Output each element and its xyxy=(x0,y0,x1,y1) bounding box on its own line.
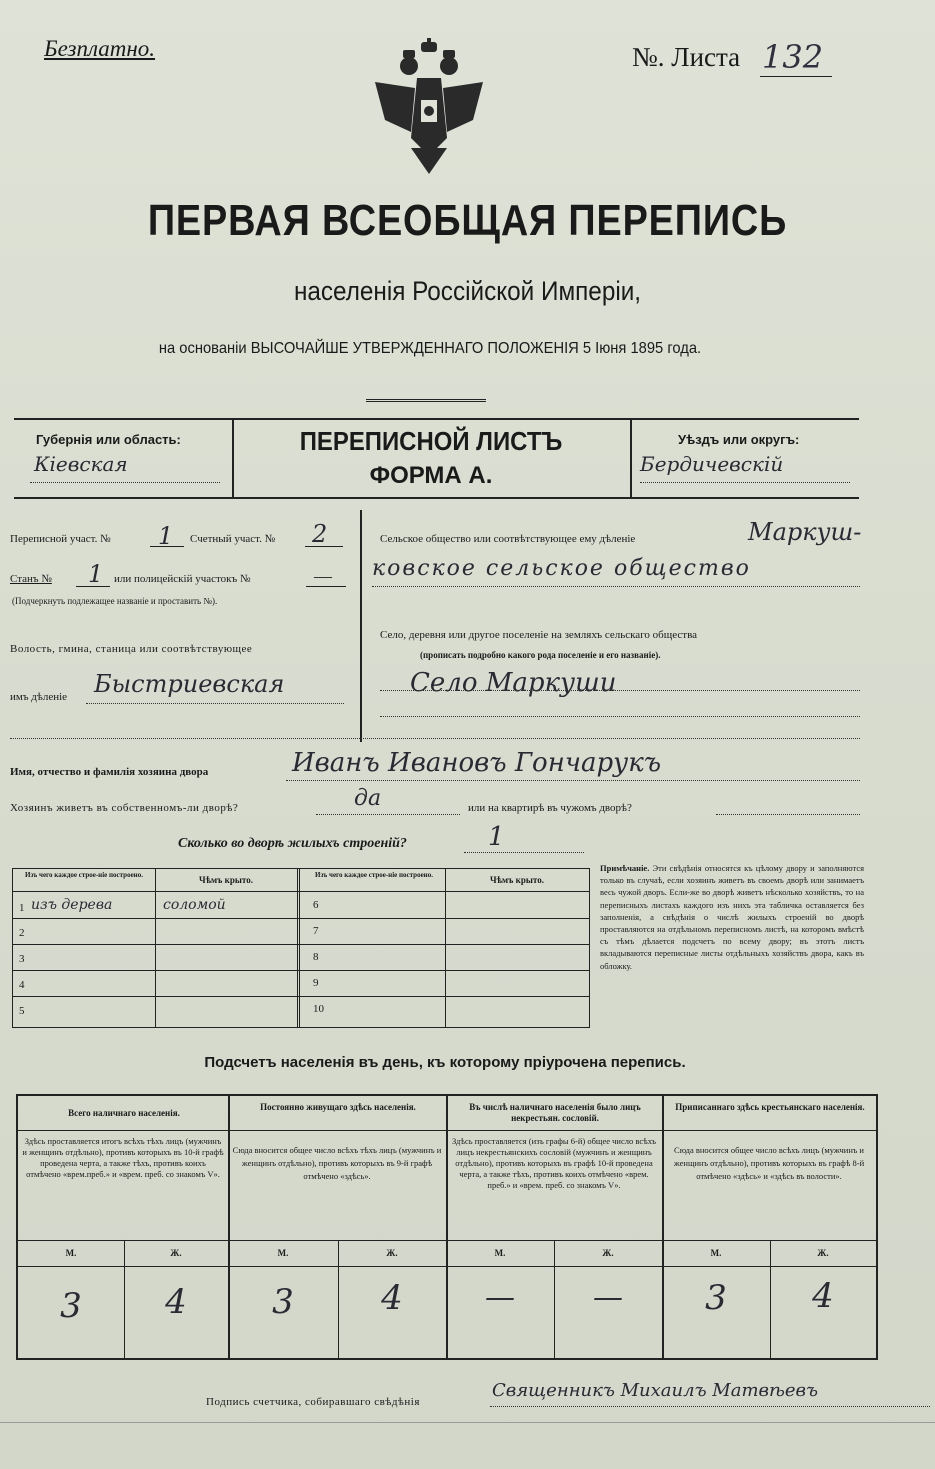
table-row: 9 xyxy=(313,977,319,989)
owner-name-value: Иванъ Ивановъ Гончарукъ xyxy=(292,748,662,778)
table-row: 8 xyxy=(313,951,319,963)
subtitle: населенія Россійской Имперіи, xyxy=(293,276,642,306)
m-label: М. xyxy=(494,1248,506,1258)
rent-label: или на квартирѣ въ чужомъ дворѣ? xyxy=(468,802,632,814)
population-count-table xyxy=(16,1094,878,1360)
double-headed-eagle-icon xyxy=(365,38,493,178)
buildings-table xyxy=(12,868,590,1028)
nonpeasant-m-value: — xyxy=(485,1280,515,1315)
underline-note: (Подчеркнуть подлежащее названіе и проставить №). xyxy=(12,596,218,606)
group-head-nonpeasant: Въ числѣ наличнаго населенія было лицъ некрестьян. сословій. xyxy=(469,1102,641,1123)
society-value-1: Маркуш- xyxy=(748,518,862,546)
group-head-total: Всего наличнаго населенія. xyxy=(68,1108,180,1118)
signature-label: Подпись счетчика, собиравшаго свѣдѣнія xyxy=(206,1396,420,1408)
ornament-divider xyxy=(366,399,486,402)
zh-label: Ж. xyxy=(170,1248,182,1258)
police-value: — xyxy=(314,566,332,586)
buildings-count-label: Сколько во дворѣ жилыхъ строеній? xyxy=(178,836,407,851)
m-label: М. xyxy=(277,1248,289,1258)
volost-label-2: имъ дѣленіе xyxy=(10,691,68,703)
buildings-count-value: 1 xyxy=(488,822,505,852)
own-yard-value: да xyxy=(354,786,382,811)
zh-label: Ж. xyxy=(817,1248,829,1258)
col-roof-header-right: Чѣмъ крыто. xyxy=(490,875,544,885)
group-desc-peasant: Сюда вносится общее число всѣхъ лицъ (мужчинъ и женщинъ отдѣльно), противъ которыхъ въ графѣ 8-й отмѣчено «здѣсь» и «здѣсь въ волости». xyxy=(673,1145,865,1181)
society-value-2: ковское сельское общество xyxy=(372,556,751,581)
note-block xyxy=(600,862,864,972)
group-desc-permanent: Сюда вносится общее число всѣхъ тѣхъ лицъ (мужчинъ и женщинъ отдѣльно), противъ которыхъ въ 9-й графѣ отмѣчено «здѣсь». xyxy=(232,1145,442,1181)
own-yard-label: Хозяинъ живетъ въ собственномъ-ли дворѣ? xyxy=(10,802,239,814)
form-title: ПЕРЕПИСНОЙ ЛИСТЪ xyxy=(299,426,563,456)
gubernia-value: Кіевская xyxy=(34,452,128,476)
permanent-m-value: 3 xyxy=(272,1282,294,1322)
schet-uch-value: 2 xyxy=(312,520,328,548)
police-label: или полицейскій участокъ № xyxy=(114,573,251,585)
volost-value: Быстриевская xyxy=(94,670,285,698)
zh-label: Ж. xyxy=(386,1248,398,1258)
group-head-peasant: Приписаннаго здѣсь крестьянскаго населенія. xyxy=(675,1102,865,1112)
village-note: (прописать подробно какого рода поселеніе и его названіе). xyxy=(420,650,661,660)
m-label: М. xyxy=(65,1248,77,1258)
col-material-header-right: Изъ чего каждое строе-ніе построено. xyxy=(315,871,433,879)
permanent-zh-value: 4 xyxy=(381,1278,403,1318)
zh-label: Ж. xyxy=(602,1248,614,1258)
sheet-number-label: №. Листа xyxy=(632,42,741,72)
table-row: 5 xyxy=(19,1005,25,1017)
table-row: 6 xyxy=(313,899,319,911)
roof-cell: соломой xyxy=(163,897,226,913)
total-zh-value: 4 xyxy=(165,1282,187,1322)
total-m-value: 3 xyxy=(60,1286,82,1326)
main-title: ПЕРВАЯ ВСЕОБЩАЯ ПЕРЕПИСЬ xyxy=(147,196,788,245)
uezd-label: Уѣздъ или округъ: xyxy=(678,432,800,447)
gubernia-label: Губернія или область: xyxy=(36,432,181,447)
group-head-permanent: Постоянно живущаго здѣсь населенія. xyxy=(260,1102,416,1112)
count-title: Подсчетъ населенія въ день, къ которому пріурочена перепись. xyxy=(204,1054,686,1071)
sheet-number-value: 132 xyxy=(762,38,824,76)
stan-label: Станъ № xyxy=(10,573,52,585)
table-row: 1 xyxy=(19,902,25,914)
basis-line: на основаніи ВЫСОЧАЙШЕ УТВЕРЖДЕННАГО ПОЛОЖЕНІЯ 5 Іюня 1895 года. xyxy=(158,340,702,357)
society-label: Сельское общество или соотвѣтствующее ему дѣленіе xyxy=(380,533,636,545)
table-row: 4 xyxy=(19,979,25,991)
form-subtitle: ФОРМА А. xyxy=(369,462,493,489)
village-value: Село Маркуши xyxy=(410,668,617,698)
col-material-header-left: Изъ чего каждое строе-ніе построено. xyxy=(25,871,143,879)
village-label: Село, деревня или другое поселеніе на земляхъ сельскаго общества xyxy=(380,629,698,641)
perepis-uch-label: Переписной участ. № xyxy=(10,533,111,545)
table-row: 3 xyxy=(19,953,25,965)
note-text: Эти свѣдѣнія относятся къ цѣлому двору и заполняются только въ случаѣ, если хозяинъ живетъ въ своемъ дворѣ или занимаетъ весь чужой дворъ. Если-же во дворѣ живетъ нѣсколько хозяйствъ, то на переписныхъ листахъ каждого изъ нихъ эта табличка оставляется без заполненія, а свѣдѣнія о числѣ жилыхъ строеній во дворѣ проставляются на отдѣльномъ переписномъ листѣ, на которомъ вмѣстѣ съ тѣмъ дѣлается подсчетъ по всему двору; въ этотъ листъ вкладываются переписные листы отдѣльныхъ хозяйствъ двора, какъ въ обложку. xyxy=(600,863,865,971)
schet-uch-label: Счетный участ. № xyxy=(190,533,276,545)
nonpeasant-zh-value: — xyxy=(593,1280,623,1315)
volost-label-1: Волость, гмина, станица или соотвѣтствующее xyxy=(10,643,253,655)
free-label: Безплатно. xyxy=(44,36,156,61)
material-cell: изъ дерева xyxy=(31,897,113,913)
table-row: 10 xyxy=(313,1003,324,1015)
perepis-uch-value: 1 xyxy=(158,522,174,550)
table-row: 2 xyxy=(19,927,25,939)
table-row: 7 xyxy=(313,925,319,937)
col-roof-header-left: Чѣмъ крыто. xyxy=(199,875,253,885)
note-head: Примѣчаніе. xyxy=(600,863,650,873)
uezd-value: Бердичевскій xyxy=(640,452,784,476)
group-desc-nonpeasant: Здѣсь проставляется (изъ графы 6-й) общее число всѣхъ лицъ некрестьянскихъ сословій (мужчинъ и женщинъ отдѣльно), противъ которыхъ въ графѣ 10-й проведена черта, а также тѣхъ, противъ коихъ отмѣчено «врем. преб.» и «врем. преб. со знакомъ V». xyxy=(451,1136,657,1190)
owner-name-label: Имя, отчество и фамилія хозяина двора xyxy=(10,766,209,778)
m-label: М. xyxy=(710,1248,722,1258)
peasant-zh-value: 4 xyxy=(812,1276,834,1316)
peasant-m-value: 3 xyxy=(705,1278,727,1318)
group-desc-total: Здѣсь проставляется итогъ всѣхъ тѣхъ лицъ (мужчинъ и женщинъ отдѣльно), противъ которыхъ въ 10-й графѣ проведена черта, а также тѣхъ, противъ коихъ отмѣчено «врем.преб.» и «врем. преб. со знакомъ V». xyxy=(22,1136,224,1179)
stan-value: 1 xyxy=(88,560,104,588)
signature-value: Священникъ Михаилъ Матвѣевъ xyxy=(492,1380,819,1401)
